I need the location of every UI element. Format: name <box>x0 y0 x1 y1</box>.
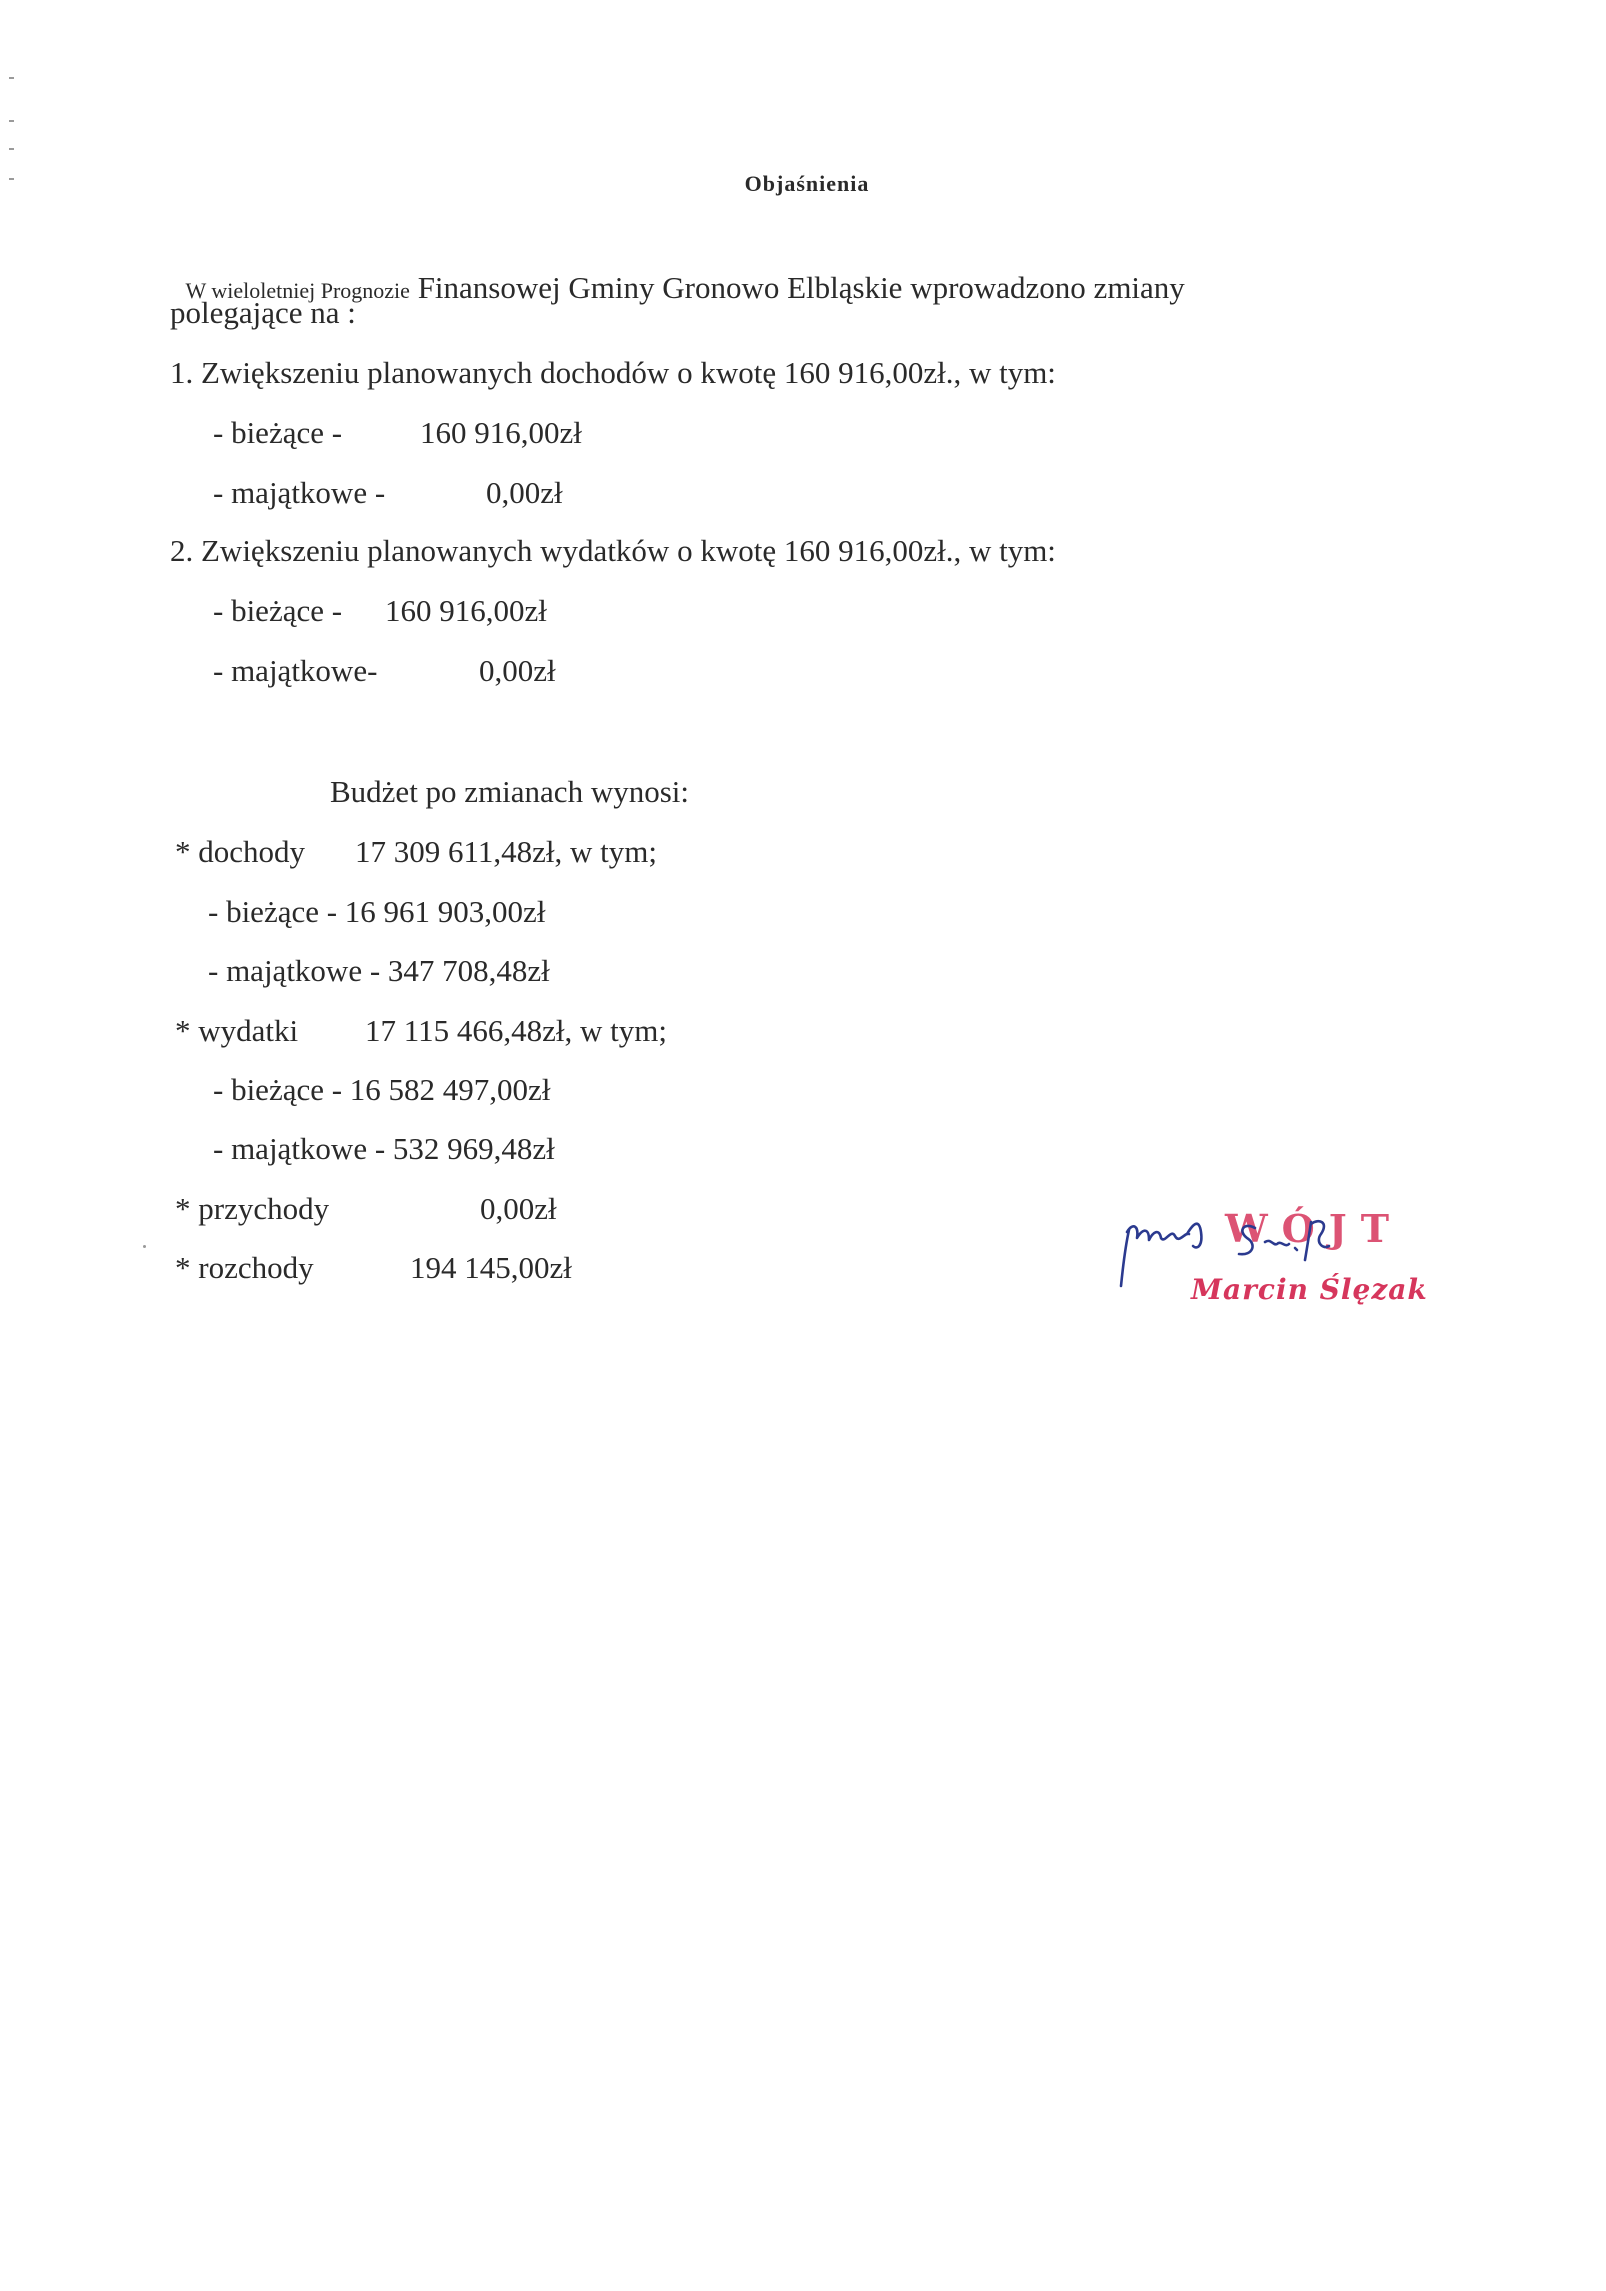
scan-speck <box>143 1245 146 1248</box>
intro-small-text: W wieloletniej Prognozie <box>185 278 410 303</box>
budget-dochody-majatkowe: - majątkowe - 347 708,48zł <box>208 953 550 988</box>
item-2-majatkowe-value: 0,00zł <box>479 653 556 688</box>
item-1-biezace-label: - bieżące - <box>213 415 343 450</box>
official-stamp <box>1115 1188 1435 1328</box>
budget-rozchody-label: * rozchody <box>175 1250 314 1285</box>
item-2-majatkowe-label: - majątkowe- <box>213 653 378 688</box>
budget-heading: Budżet po zmianach wynosi: <box>330 774 689 809</box>
scan-margin-mark <box>9 120 14 122</box>
item-2-text: 2. Zwiększeniu planowanych wydatków o kwotę 160 916,00zł., w tym: <box>170 533 1056 568</box>
budget-przychody-label: * przychody <box>175 1191 330 1226</box>
item-1-text: 1. Zwiększeniu planowanych dochodów o kwotę 160 916,00zł., w tym: <box>170 355 1056 390</box>
budget-dochody-label: * dochody <box>175 834 306 869</box>
item-2-biezace-value: 160 916,00zł <box>385 593 547 628</box>
intro-line-2: polegające na : <box>170 295 356 330</box>
budget-przychody-value: 0,00zł <box>480 1191 557 1226</box>
budget-wydatki-majatkowe: - majątkowe - 532 969,48zł <box>213 1131 555 1166</box>
item-1-biezace-value: 160 916,00zł <box>420 415 582 450</box>
budget-wydatki-label: * wydatki <box>175 1013 299 1048</box>
intro-rest-text: Finansowej Gminy Gronowo Elbląskie wprowadzono zmiany <box>409 270 1185 305</box>
budget-dochody-value: 17 309 611,48zł, w tym; <box>355 834 657 869</box>
scan-margin-mark <box>9 77 14 79</box>
item-1-majatkowe-label: - majątkowe - <box>213 475 386 510</box>
budget-rozchody-value: 194 145,00zł <box>410 1250 572 1285</box>
budget-wydatki-value: 17 115 466,48zł, w tym; <box>365 1013 667 1048</box>
handwritten-signature-icon <box>1115 1188 1435 1298</box>
budget-dochody-biezace: - bieżące - 16 961 903,00zł <box>208 894 546 929</box>
item-1-majatkowe-value: 0,00zł <box>486 475 563 510</box>
document-title: Objaśnienia <box>744 171 870 196</box>
item-2-biezace-label: - bieżące - <box>213 593 343 628</box>
stamp-title: WÓJT <box>1225 1206 1404 1251</box>
stamp-name: Marcin Ślęzak <box>1191 1273 1428 1306</box>
budget-wydatki-biezace: - bieżące - 16 582 497,00zł <box>213 1072 551 1107</box>
scan-margin-mark <box>9 148 14 150</box>
